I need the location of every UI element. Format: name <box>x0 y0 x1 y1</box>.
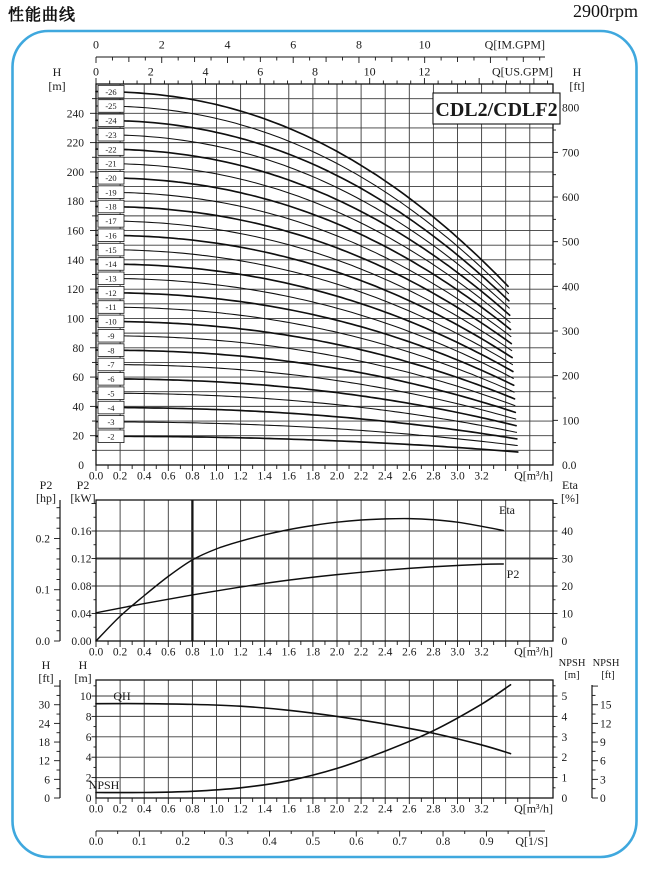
tick-label: 80 <box>72 342 84 355</box>
tick-label: 0.0 <box>88 470 104 483</box>
tick-label: 40 <box>72 401 84 414</box>
tick-label: 0.0 <box>562 460 577 472</box>
npsh-m-axis-name: NPSH <box>558 658 586 669</box>
stage-label: -22 <box>105 144 117 155</box>
head-chart <box>48 38 584 483</box>
stage-label: -12 <box>105 287 117 298</box>
tick-label: 700 <box>562 147 580 160</box>
tick-label: 3.2 <box>474 470 489 483</box>
power-eta-chart <box>36 478 579 659</box>
p2-curve-label: P2 <box>506 567 520 581</box>
stage-label: -9 <box>107 330 115 341</box>
tick-label: 1.4 <box>257 646 272 659</box>
tick-label: 0.04 <box>71 608 92 621</box>
tick-label: 0.16 <box>71 526 92 538</box>
tick-label: 0.6 <box>161 470 176 483</box>
stage-label: -23 <box>105 129 117 140</box>
tick-label: 5 <box>561 691 568 703</box>
tick-label: 0.0 <box>88 803 104 816</box>
tick-label: 2.0 <box>329 646 345 659</box>
plot-frame <box>96 500 553 641</box>
p2-hp-axis-unit: [hp] <box>36 491 56 505</box>
tick-label: 240 <box>66 108 84 121</box>
tick-label: 0 <box>78 460 84 472</box>
tick-label: 10 <box>561 608 573 621</box>
eta-axis-unit: [%] <box>561 491 579 505</box>
tick-label: 2.2 <box>353 803 369 816</box>
tick-label: 0.8 <box>185 646 200 659</box>
tick-label: 1.0 <box>209 646 224 659</box>
tick-label: 0.8 <box>185 470 200 483</box>
tick-label: 1.0 <box>209 470 224 483</box>
tick-label: 6 <box>44 774 50 787</box>
stage-curve <box>96 221 512 351</box>
tick-label: 0.4 <box>137 646 152 659</box>
qh-curve <box>96 704 511 754</box>
tick-label: 0.6 <box>161 646 176 659</box>
stage-label: -26 <box>105 86 117 97</box>
h-m-axis-name: H <box>78 658 88 672</box>
tick-label: 0.2 <box>112 470 128 483</box>
tick-label: 3.0 <box>450 646 465 659</box>
tick-label: 160 <box>66 225 84 238</box>
flow-axis-unit-label: Q[m³/h] <box>514 468 553 483</box>
tick-label: 6 <box>290 37 297 52</box>
h-m-axis-name: H <box>52 65 62 79</box>
tick-label: 0.2 <box>175 836 190 848</box>
eta-axis-name: Eta <box>562 478 578 492</box>
tick-label: 600 <box>562 192 580 205</box>
tick-label: 4 <box>202 64 209 79</box>
stage-label: -2 <box>107 431 115 442</box>
npsh-curve-label: NPSH <box>88 778 120 792</box>
tick-label: 2 <box>147 64 154 79</box>
tick-label: 4 <box>224 37 231 52</box>
tick-label: 0.2 <box>112 803 128 816</box>
stage-label: -6 <box>107 374 115 385</box>
stage-curve <box>96 163 510 322</box>
tick-label: 1.0 <box>209 803 224 816</box>
tick-label: 0.08 <box>71 581 92 593</box>
stage-label: -14 <box>105 259 117 270</box>
tick-label: 8 <box>85 711 92 724</box>
tick-label: 500 <box>562 236 580 249</box>
stage-label: -7 <box>107 359 115 370</box>
stage-label: -11 <box>105 302 117 313</box>
npsh-ft-axis-name: NPSH <box>592 658 620 669</box>
tick-label: 12 <box>418 64 431 79</box>
stage-label: -24 <box>105 115 117 126</box>
tick-label: 800 <box>562 102 580 115</box>
tick-label: 1.6 <box>281 470 296 483</box>
tick-label: 0.4 <box>262 836 277 848</box>
p2-hp-axis-name: P2 <box>39 478 53 492</box>
tick-label: 2.8 <box>426 803 441 816</box>
tick-label: 2.8 <box>426 646 441 659</box>
tick-label: 0 <box>600 793 606 805</box>
tick-label: 0.8 <box>185 803 200 816</box>
tick-label: 1.2 <box>233 646 248 659</box>
tick-label: 3 <box>561 731 568 744</box>
tick-label: 100 <box>562 415 580 428</box>
tick-label: 0.00 <box>71 636 92 648</box>
tick-label: 8 <box>355 37 362 52</box>
tick-label: 2.0 <box>329 803 345 816</box>
tick-label: 0.4 <box>137 803 152 816</box>
tick-label: 0.1 <box>35 584 50 597</box>
tick-label: 0.12 <box>71 553 92 566</box>
h-m-axis-unit: [m] <box>48 79 66 93</box>
stage-label: -21 <box>105 158 117 169</box>
tick-label: 6 <box>85 731 92 744</box>
tick-label: 24 <box>38 718 50 731</box>
tick-label: 0.5 <box>305 836 321 848</box>
tick-label: 1.8 <box>305 803 321 816</box>
stage-curve <box>96 178 511 330</box>
tick-label: 2.8 <box>426 470 441 483</box>
stage-label: -15 <box>105 244 117 255</box>
stage-curve <box>96 149 510 315</box>
tick-label: 200 <box>66 166 84 179</box>
stage-curve <box>96 336 515 406</box>
tick-label: 15 <box>600 699 612 712</box>
tick-label: 10 <box>363 64 376 79</box>
qh-curve-label: QH <box>113 689 131 703</box>
tick-label: 2.4 <box>378 470 393 483</box>
flow-axis-unit-label: Q[m³/h] <box>514 644 553 659</box>
tick-label: 3.2 <box>474 646 489 659</box>
stage-label: -16 <box>105 230 117 241</box>
npsh-curve <box>96 685 511 793</box>
tick-label: 3.0 <box>450 803 465 816</box>
flow-axis-unit-label: Q[m³/h] <box>514 801 553 816</box>
tick-label: 2.6 <box>402 803 417 816</box>
stage-curve <box>96 135 509 308</box>
tick-label: 180 <box>66 196 84 209</box>
im-gpm-unit-label: Q[IM.GPM] <box>484 37 545 52</box>
p2-kw-axis-name: P2 <box>76 478 90 492</box>
h-m-axis-unit: [m] <box>74 671 92 685</box>
tick-label: 6 <box>600 755 606 768</box>
tick-label: 2.6 <box>402 646 417 659</box>
tick-label: 3.0 <box>450 470 465 483</box>
tick-label: 0.3 <box>218 836 234 848</box>
tick-label: 2.0 <box>329 470 345 483</box>
tick-label: 200 <box>562 370 580 383</box>
tick-label: 8 <box>311 64 318 79</box>
tick-label: 20 <box>72 430 84 443</box>
tick-label: 0 <box>93 37 99 52</box>
stage-label: -17 <box>105 216 117 227</box>
tick-label: 300 <box>562 326 580 339</box>
tick-label: 0.0 <box>35 636 50 648</box>
tick-label: 12 <box>38 755 50 768</box>
tick-label: 20 <box>561 581 573 593</box>
tick-label: 0.1 <box>132 836 147 848</box>
tick-label: 0 <box>561 636 568 648</box>
tick-label: 1.4 <box>257 470 272 483</box>
npsh-m-axis-unit: [m] <box>564 670 580 681</box>
tick-label: 0 <box>44 793 50 805</box>
tick-label: 1.8 <box>305 470 321 483</box>
npsh-ft-axis-unit: [ft] <box>601 670 615 681</box>
h-ft-axis-name: H <box>572 65 582 79</box>
tick-label: 18 <box>38 737 50 750</box>
h-ft-axis-unit: [ft] <box>569 79 585 93</box>
tick-label: 1.6 <box>281 803 296 816</box>
eta-curve <box>96 519 503 641</box>
model-label: CDL2/CDLF2 <box>435 99 558 121</box>
tick-label: 0.8 <box>435 836 451 848</box>
tick-label: 2.4 <box>378 646 393 659</box>
tick-label: 0.6 <box>349 836 364 848</box>
tick-label: 1.2 <box>233 470 248 483</box>
tick-label: 3 <box>600 774 606 787</box>
page-title: 性能曲线 <box>8 7 77 24</box>
tick-label: 0.9 <box>479 836 494 848</box>
tick-label: 30 <box>38 699 50 712</box>
tick-label: 60 <box>72 372 84 385</box>
tick-label: 4 <box>85 752 92 765</box>
stage-label: -18 <box>105 201 117 212</box>
stage-label: -5 <box>107 388 115 399</box>
tick-label: 0.0 <box>88 646 104 659</box>
tick-label: 0.4 <box>137 470 152 483</box>
tick-label: 10 <box>418 37 431 52</box>
tick-label: 220 <box>66 137 84 150</box>
tick-label: 2.6 <box>402 470 417 483</box>
tick-label: 0 <box>561 793 568 805</box>
tick-label: 2.4 <box>378 803 393 816</box>
tick-label: 6 <box>257 64 264 79</box>
stage-label: -10 <box>105 316 117 327</box>
tick-label: 3.2 <box>474 803 489 816</box>
p2-curve <box>96 564 503 613</box>
tick-label: 1.8 <box>305 646 321 659</box>
tick-label: 30 <box>561 553 573 566</box>
p2-kw-axis-unit: [kW] <box>70 491 96 505</box>
tick-label: 2 <box>158 37 165 52</box>
stage-label: -4 <box>107 402 115 413</box>
stage-label: -25 <box>105 101 117 112</box>
tick-label: 40 <box>561 526 573 538</box>
stage-curve <box>96 422 517 446</box>
stage-curve <box>96 192 511 337</box>
tick-label: 0.2 <box>112 646 128 659</box>
stage-curve <box>96 393 517 432</box>
stage-label: -20 <box>105 172 117 183</box>
tick-label: 2 <box>85 772 92 785</box>
tick-label: 1 <box>561 772 568 785</box>
tick-label: 0 <box>85 793 92 805</box>
h-ft-axis-name: H <box>41 658 51 672</box>
eta-curve-label: Eta <box>499 503 515 517</box>
tick-label: 1.6 <box>281 646 296 659</box>
ls-axis-unit-label: Q[1/S] <box>515 834 548 848</box>
tick-label: 0.6 <box>161 803 176 816</box>
tick-label: 140 <box>66 254 84 267</box>
tick-label: 2.2 <box>353 470 369 483</box>
stage-label: -8 <box>107 345 115 356</box>
plot-frame <box>96 680 553 798</box>
tick-label: 2.2 <box>353 646 369 659</box>
h-ft-axis-unit: [ft] <box>38 671 54 685</box>
tick-label: 0.2 <box>35 533 50 546</box>
stage-label: -13 <box>105 273 117 284</box>
tick-label: 0 <box>93 64 99 79</box>
tick-label: 400 <box>562 281 580 294</box>
tick-label: 100 <box>66 313 84 326</box>
tick-label: 0.0 <box>88 836 104 848</box>
stage-label: -19 <box>105 187 117 198</box>
tick-label: 4 <box>561 711 568 724</box>
stage-label: -3 <box>107 417 115 428</box>
tick-label: 120 <box>66 284 84 297</box>
rpm-label: 2900rpm <box>573 1 638 21</box>
tick-label: 10 <box>80 691 92 703</box>
tick-label: 12 <box>600 718 612 731</box>
tick-label: 0.7 <box>392 836 407 848</box>
tick-label: 9 <box>600 737 606 750</box>
us-gpm-unit-label: Q[US.GPM] <box>491 64 553 79</box>
tick-label: 2 <box>561 752 568 765</box>
qh-npsh-chart <box>38 658 619 848</box>
tick-label: 1.4 <box>257 803 272 816</box>
tick-label: 1.2 <box>233 803 248 816</box>
